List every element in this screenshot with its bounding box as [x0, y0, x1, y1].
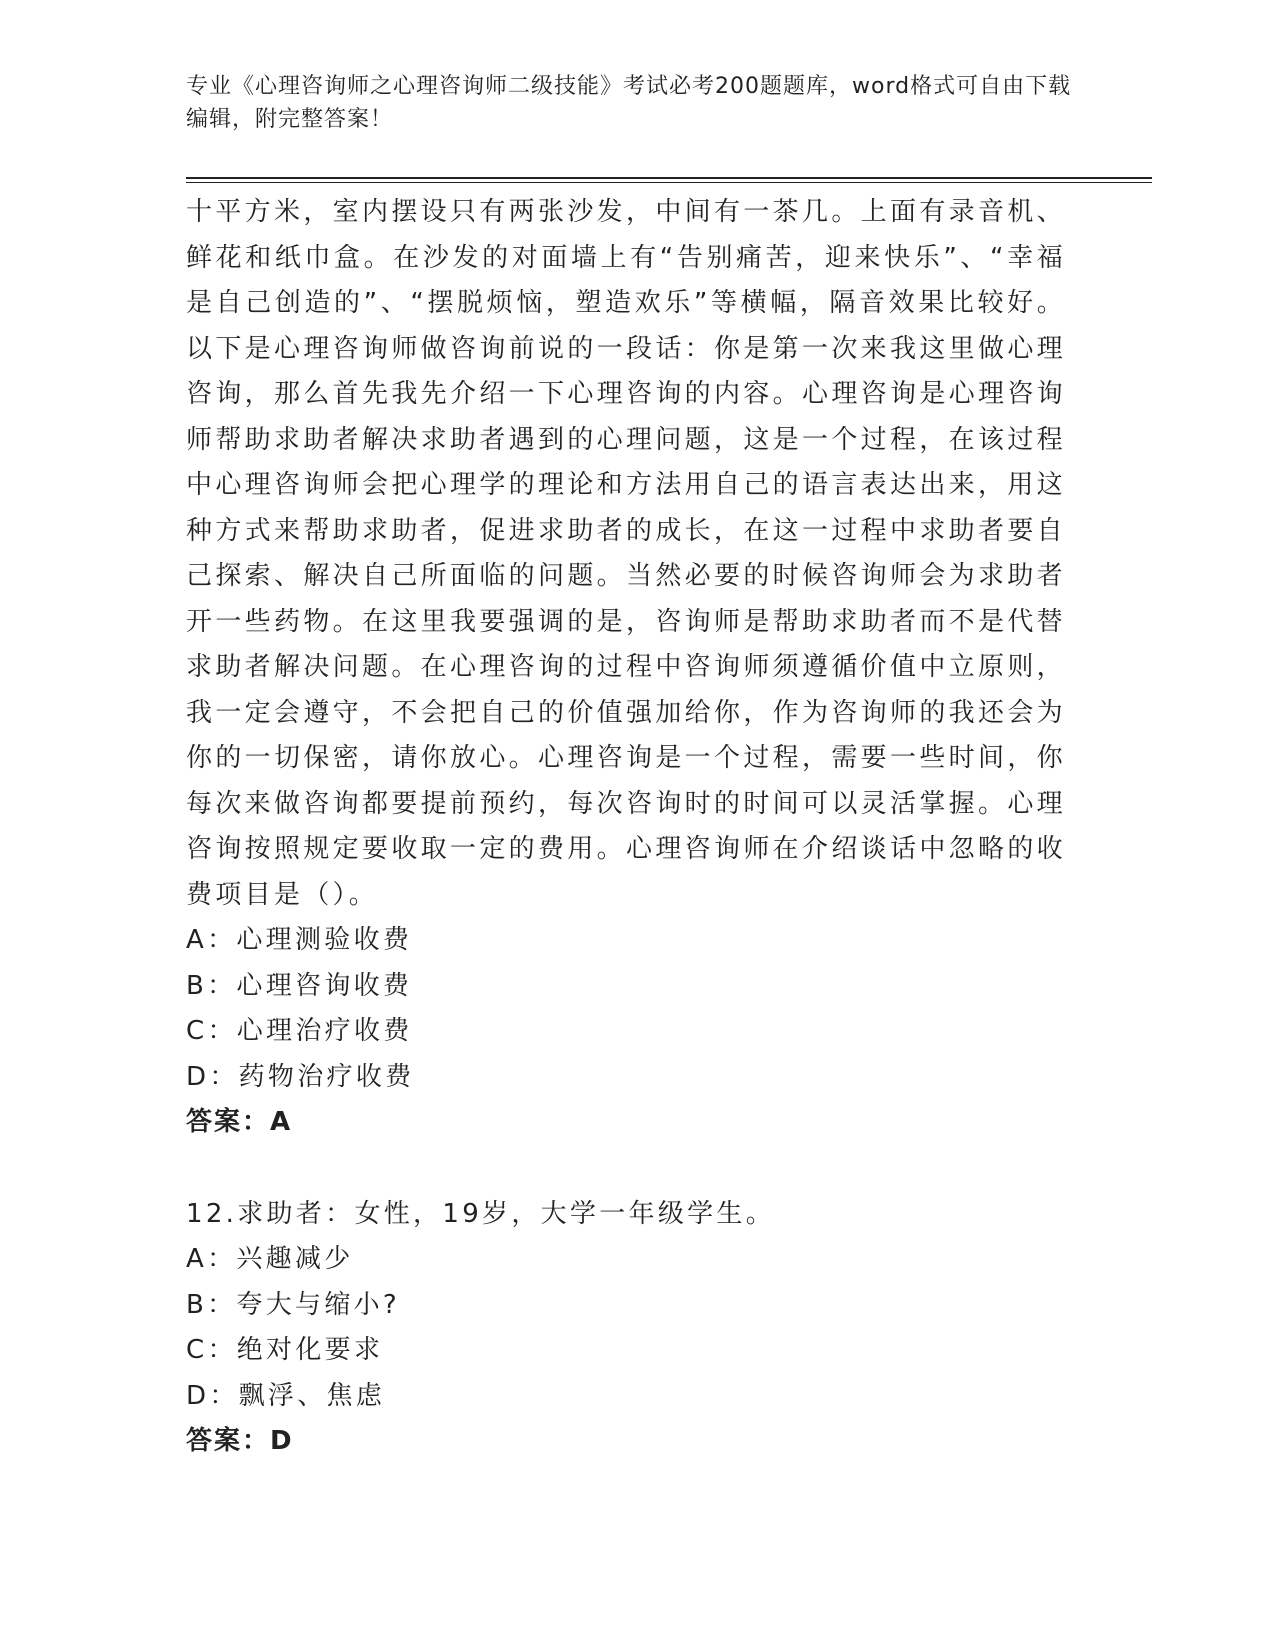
- question-11: [186, 190, 1066, 1146]
- option-a: A：心理测验收费: [186, 925, 413, 955]
- option-c: C：心理治疗收费: [186, 1016, 413, 1046]
- answer: 答案：A: [186, 1107, 293, 1137]
- question-12: [186, 1192, 1066, 1465]
- option-d: D：飘浮、焦虑: [186, 1380, 386, 1411]
- header-divider-thin: [186, 182, 1152, 183]
- option-a: A：兴趣减少: [186, 1244, 354, 1274]
- question-stem: 十平方米，室内摆设只有两张沙发，中间有一茶几。上面有录音机、鲜花和纸巾盒。在沙发的对面墙上有“告别痛苦，迎来快乐”、“幸福是自己创造的”、“摆脱烦恼，塑造欢乐”等横幅，隔音效果比较好。以下是心理咨询师做咨询前说的一段话：你是第一次来我这里做心理咨询，那么首先我先介绍一下心理咨询的内容。心理咨询是心理咨询师帮助求助者解决求助者遇到的心理问题，这是一个过程，在该过程中心理咨询师会把心理学的理论和方法用自己的语言表达出来，用这种方式来帮助求助者，促进求助者的成长，在这一过程中求助者要自己探索、解决自己所面临的问题。当然必要的时候咨询师会为求助者开一些药物。在这里我要强调的是，咨询师是帮助求助者而不是代替求助者解决问题。在心理咨询的过程中咨询师须遵循价值中立原则，我一定会遵守，不会把自己的价值强加给你，作为咨询师的我还会为你的一切保密，请你放心。心理咨询是一个过程，需要一些时间，你每次来做咨询都要提前预约，每次咨询时的时间可以灵活掌握。心理咨询按照规定要收取一定的费用。心理咨询师在介绍谈话中忽略的收费项目是（）。: [186, 197, 1066, 910]
- question-content: [186, 190, 1066, 1465]
- document-header: [186, 70, 1086, 136]
- option-b: B：夸大与缩小?: [186, 1289, 401, 1320]
- spacer: [186, 1146, 1066, 1192]
- answer: 答案：D: [186, 1426, 294, 1456]
- option-b: B：心理咨询收费: [186, 970, 413, 1001]
- header-title: 专业《心理咨询师之心理咨询师二级技能》考试必考200题题库，word格式可自由下载编辑，附完整答案！: [186, 74, 1072, 132]
- option-c: C：绝对化要求: [186, 1335, 384, 1365]
- option-d: D：药物治疗收费: [186, 1061, 415, 1092]
- header-divider-thick: [186, 177, 1152, 179]
- question-stem: 12.求助者：女性，19岁，大学一年级学生。: [186, 1198, 776, 1229]
